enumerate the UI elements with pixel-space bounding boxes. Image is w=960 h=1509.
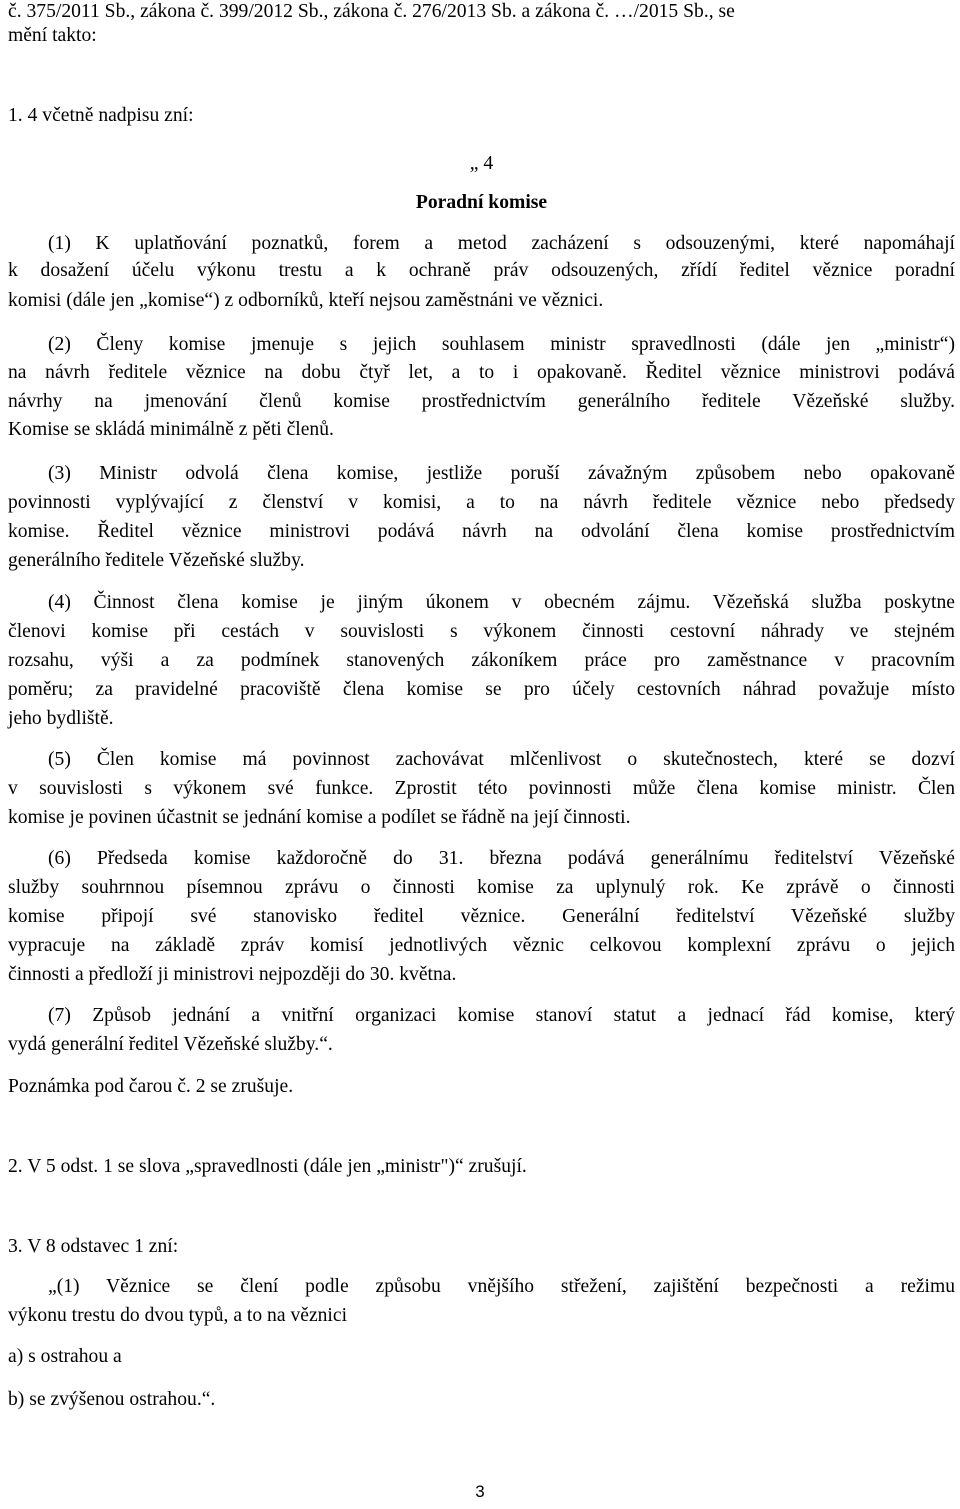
paragraph-line: činnosti a předloží ji ministrovi nejpozději do 30. května. <box>8 964 457 985</box>
paragraph-line: (7) Způsob jednání a vnitřní organizaci komise stanoví statut a jednací řád komise, který <box>48 1005 955 1026</box>
paragraph-line: návrhy na jmenování členů komise prostřednictvím generálního ředitele Vězeňské služby. <box>8 391 955 412</box>
paragraph-line: Komise se skládá minimálně z pěti členů. <box>8 419 334 440</box>
paragraph-line: členovi komise při cestách v souvislosti s výkonem činnosti cestovní náhrady ve stejném <box>8 621 955 642</box>
footnote-note: Poznámka pod čarou č. 2 se zrušuje. <box>8 1076 294 1097</box>
paragraph-line: na návrh ředitele věznice na dobu čtyř let, a to i opakovaně. Ředitel věznice ministrovi podává <box>8 362 955 383</box>
paragraph-line: v souvislosti s výkonem své funkce. Zprostit této povinnosti může člena komise ministr. Člen <box>8 778 955 799</box>
amendment-item-3: 3. V 8 odstavec 1 zní: <box>8 1236 179 1257</box>
paragraph-line: (5) Člen komise má povinnost zachovávat mlčenlivost o skutečnostech, které se dozví <box>48 749 955 770</box>
intro-line: č. 375/2011 Sb., zákona č. 399/2012 Sb., zákona č. 276/2013 Sb. a zákona č. …/2015 Sb., se <box>8 1 735 22</box>
paragraph-line: povinnosti vyplývající z členství v komisi, a to na návrh ředitele věznice nebo předsedy <box>8 492 955 513</box>
paragraph-line: vypracuje na základě zpráv komisí jednotlivých věznic celkovou komplexní zprávu o jejich <box>8 935 955 956</box>
paragraph-line: poměru; za pravidelné pracoviště člena komise se pro účely cestovních náhrad považuje místo <box>8 679 955 700</box>
paragraph-line: (4) Činnost člena komise je jiným úkonem v obecném zájmu. Vězeňská služba poskytne <box>48 592 955 613</box>
list-item-b: b) se zvýšenou ostrahou.“. <box>8 1389 216 1410</box>
page-number: 3 <box>475 1482 485 1501</box>
paragraph-line: (2) Členy komise jmenuje s jejich souhlasem ministr spravedlnosti (dále jen „ministr“) <box>48 334 955 355</box>
amendment-item-2: 2. V 5 odst. 1 se slova „spravedlnosti (dále jen „ministr")“ zrušují. <box>8 1156 527 1177</box>
paragraph-line: vydá generální ředitel Vězeňské služby.“. <box>8 1034 333 1055</box>
paragraph-line: (1) K uplatňování poznatků, forem a metod zacházení s odsouzenými, které napomáhají <box>48 233 955 254</box>
list-item-a: a) s ostrahou a <box>8 1346 122 1367</box>
paragraph-line: komise. Ředitel věznice ministrovi podává návrh na odvolání člena komise prostřednictvím <box>8 521 955 542</box>
paragraph-line: komise připojí své stanovisko ředitel věznice. Generální ředitelství Vězeňské služby <box>8 906 955 927</box>
paragraph-line: (6) Předseda komise každoročně do 31. března podává generálnímu ředitelství Vězeňské <box>48 848 955 869</box>
section-mark: „ 4 <box>469 153 494 174</box>
section-title: Poradní komise <box>415 192 548 213</box>
paragraph-line: služby souhrnnou písemnou zprávu o činnosti komise za uplynulý rok. Ke zprávě o činnosti <box>8 877 955 898</box>
intro-line: mění takto: <box>8 25 97 46</box>
paragraph-line: generálního ředitele Vězeňské služby. <box>8 550 305 571</box>
paragraph-line: komise je povinen účastnit se jednání komise a podílet se řádně na její činnosti. <box>8 807 631 828</box>
paragraph-line: rozsahu, výši a za podmínek stanovených zákoníkem práce pro zaměstnance v pracovním <box>8 650 955 671</box>
paragraph-line: k dosažení účelu výkonu trestu a k ochraně práv odsouzených, zřídí ředitel věznice poradní <box>8 260 955 281</box>
amendment-item-1: 1. 4 včetně nadpisu zní: <box>8 105 194 126</box>
paragraph-line: jeho bydliště. <box>8 708 114 729</box>
quote-line: „(1) Věznice se člení podle způsobu vnějšího střežení, zajištění bezpečnosti a režimu <box>48 1276 955 1297</box>
paragraph-line: (3) Ministr odvolá člena komise, jestliže poruší závažným způsobem nebo opakovaně <box>48 463 955 484</box>
quote-line: výkonu trestu do dvou typů, a to na věznici <box>8 1305 348 1326</box>
paragraph-line: komisi (dále jen „komise“) z odborníků, kteří nejsou zaměstnáni ve věznici. <box>8 290 604 311</box>
